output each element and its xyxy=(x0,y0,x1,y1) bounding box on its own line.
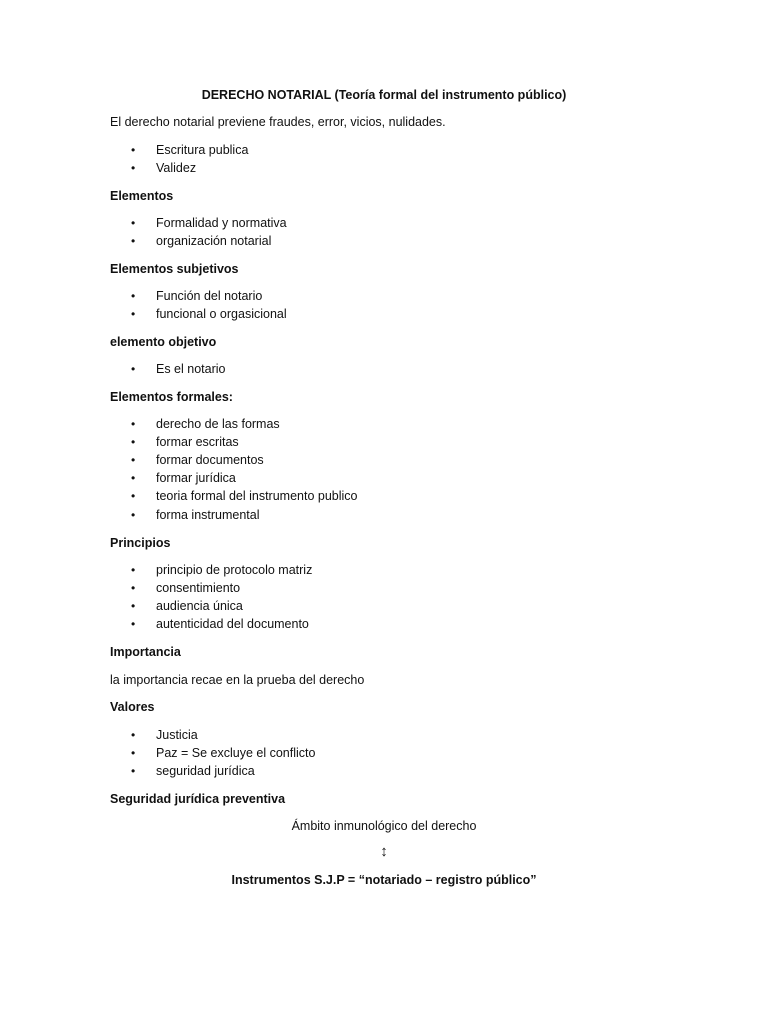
list-item: Función del notario xyxy=(156,289,263,303)
bullet: • xyxy=(131,216,136,230)
ambito-text: Ámbito inmunológico del derecho xyxy=(291,819,477,833)
document-title: DERECHO NOTARIAL (Teoría formal del instrumento público) xyxy=(201,88,567,102)
bullet: • xyxy=(131,453,136,467)
list-item: principio de protocolo matriz xyxy=(156,563,313,577)
bullet: • xyxy=(131,417,136,431)
list-item: Validez xyxy=(156,161,197,175)
up-down-arrow-icon: ↕ xyxy=(380,843,388,860)
bullet: • xyxy=(131,508,136,522)
list-item: derecho de las formas xyxy=(156,417,280,431)
list-item: Justicia xyxy=(156,728,198,742)
bullet: • xyxy=(131,161,136,175)
list-item: forma instrumental xyxy=(156,508,260,522)
list-item: Formalidad y normativa xyxy=(156,216,287,230)
bullet: • xyxy=(131,764,136,778)
section-heading-elemento-objetivo: elemento objetivo xyxy=(110,335,217,349)
list-item: formar escritas xyxy=(156,435,239,449)
list-item: organización notarial xyxy=(156,234,272,248)
section-heading-importancia: Importancia xyxy=(110,645,181,659)
section-heading-seguridad: Seguridad jurídica preventiva xyxy=(110,792,286,806)
list-item: formar documentos xyxy=(156,453,264,467)
list-item: Paz = Se excluye el conflicto xyxy=(156,746,316,760)
bullet: • xyxy=(131,435,136,449)
list-item: audiencia única xyxy=(156,599,243,613)
bullet: • xyxy=(131,289,136,303)
bullet: • xyxy=(131,489,136,503)
bullet: • xyxy=(131,362,136,376)
list-item: autenticidad del documento xyxy=(156,617,309,631)
bullet: • xyxy=(131,307,136,321)
list-item: funcional o orgasicional xyxy=(156,307,287,321)
list-item: formar jurídica xyxy=(156,471,236,485)
section-heading-elementos-formales: Elementos formales: xyxy=(110,390,233,404)
bullet: • xyxy=(131,471,136,485)
list-item: Es el notario xyxy=(156,362,226,376)
bullet: • xyxy=(131,234,136,248)
bullet: • xyxy=(131,746,136,760)
bullet: • xyxy=(131,563,136,577)
bullet: • xyxy=(131,599,136,613)
list-item: seguridad jurídica xyxy=(156,764,255,778)
section-heading-valores: Valores xyxy=(110,700,155,714)
bullet: • xyxy=(131,581,136,595)
section-heading-elementos: Elementos xyxy=(110,189,174,203)
bullet: • xyxy=(131,617,136,631)
list-item: consentimiento xyxy=(156,581,241,595)
instrumentos-text: Instrumentos S.J.P = “notariado – registro público” xyxy=(231,873,537,887)
list-item: Escritura publica xyxy=(156,143,249,157)
intro-paragraph: El derecho notarial previene fraudes, error, vicios, nulidades. xyxy=(110,115,446,129)
section-heading-principios: Principios xyxy=(110,536,171,550)
bullet: • xyxy=(131,728,136,742)
bullet: • xyxy=(131,143,136,157)
importancia-paragraph: la importancia recae en la prueba del derecho xyxy=(110,673,365,687)
list-item: teoria formal del instrumento publico xyxy=(156,489,358,503)
section-heading-elementos-subjetivos: Elementos subjetivos xyxy=(110,262,239,276)
